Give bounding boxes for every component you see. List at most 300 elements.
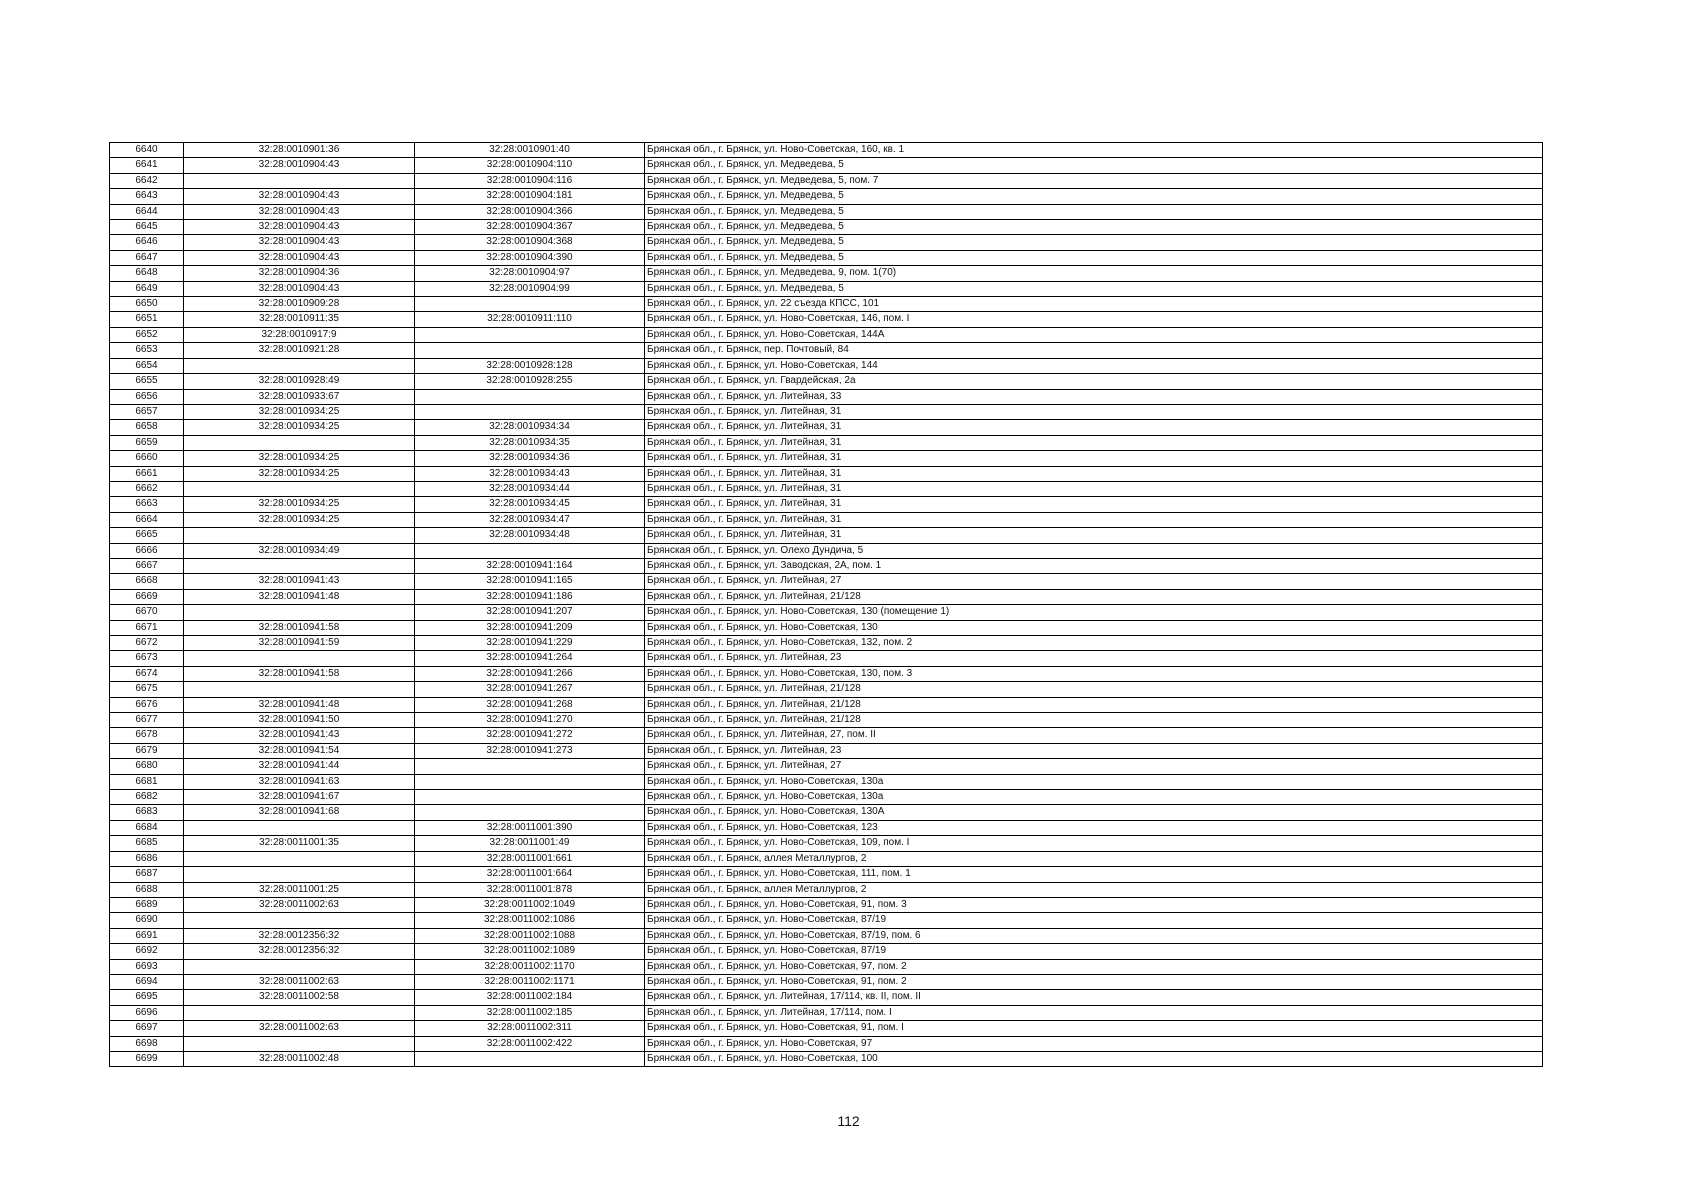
land-cadastral-number-cell: 32:28:0010904:36 (184, 266, 415, 281)
table-row (110, 990, 1543, 1005)
row-number-cell: 6644 (110, 204, 184, 219)
row-number-cell: 6676 (110, 697, 184, 712)
land-cadastral-number-cell (184, 605, 415, 620)
address-cell: Брянская обл., г. Брянск, ул. Литейная, 31 (645, 404, 1543, 419)
address-cell: Брянская обл., г. Брянск, ул. Литейная, 31 (645, 528, 1543, 543)
table-row (110, 1051, 1543, 1066)
land-cadastral-number-cell (184, 1036, 415, 1051)
land-cadastral-number-cell (184, 435, 415, 450)
address-cell: Брянская обл., г. Брянск, ул. Ново-Советская, 97 (645, 1036, 1543, 1051)
address-cell: Брянская обл., г. Брянск, ул. Ново-Советская, 87/19 (645, 913, 1543, 928)
object-cadastral-number-cell: 32:28:0010941:268 (415, 697, 645, 712)
object-cadastral-number-cell: 32:28:0011001:390 (415, 820, 645, 835)
address-cell: Брянская обл., г. Брянск, ул. Литейная, 21/128 (645, 697, 1543, 712)
land-cadastral-number-cell: 32:28:0010904:43 (184, 189, 415, 204)
land-cadastral-number-cell: 32:28:0010941:48 (184, 697, 415, 712)
table-row (110, 266, 1543, 281)
land-cadastral-number-cell: 32:28:0010941:59 (184, 636, 415, 651)
row-number-cell: 6679 (110, 743, 184, 758)
object-cadastral-number-cell: 32:28:0010934:35 (415, 435, 645, 450)
address-cell: Брянская обл., г. Брянск, ул. Литейная, 17/114, пом. I (645, 1005, 1543, 1020)
row-number-cell: 6658 (110, 420, 184, 435)
object-cadastral-number-cell: 32:28:0010941:264 (415, 651, 645, 666)
object-cadastral-number-cell: 32:28:0010904:367 (415, 220, 645, 235)
object-cadastral-number-cell: 32:28:0010934:48 (415, 528, 645, 543)
land-cadastral-number-cell (184, 682, 415, 697)
table-row (110, 466, 1543, 481)
land-cadastral-number-cell: 32:28:0010934:49 (184, 543, 415, 558)
land-cadastral-number-cell (184, 820, 415, 835)
object-cadastral-number-cell: 32:28:0011001:661 (415, 851, 645, 866)
address-cell: Брянская обл., г. Брянск, ул. Ново-Советская, 144А (645, 327, 1543, 342)
row-number-cell: 6681 (110, 774, 184, 789)
address-cell: Брянская обл., г. Брянск, ул. 22 съезда КПСС, 101 (645, 297, 1543, 312)
object-cadastral-number-cell: 32:28:0010904:116 (415, 173, 645, 188)
object-cadastral-number-cell: 32:28:0010934:47 (415, 512, 645, 527)
row-number-cell: 6642 (110, 173, 184, 188)
table-row (110, 497, 1543, 512)
object-cadastral-number-cell: 32:28:0011001:664 (415, 867, 645, 882)
land-cadastral-number-cell: 32:28:0010933:67 (184, 389, 415, 404)
page-number: 112 (837, 1113, 860, 1129)
object-cadastral-number-cell: 32:28:0010904:110 (415, 158, 645, 173)
row-number-cell: 6678 (110, 728, 184, 743)
land-cadastral-number-cell: 32:28:0010941:54 (184, 743, 415, 758)
object-cadastral-number-cell: 32:28:0010934:45 (415, 497, 645, 512)
object-cadastral-number-cell: 32:28:0010941:209 (415, 620, 645, 635)
table-row (110, 666, 1543, 681)
address-cell: Брянская обл., г. Брянск, ул. Ново-Советская, 87/19, пом. 6 (645, 928, 1543, 943)
address-cell: Брянская обл., г. Брянск, ул. Ново-Советская, 91, пом. 3 (645, 897, 1543, 912)
land-cadastral-number-cell: 32:28:0012356:32 (184, 928, 415, 943)
table-body (110, 143, 1543, 1067)
address-cell: Брянская обл., г. Брянск, ул. Литейная, 31 (645, 451, 1543, 466)
address-cell: Брянская обл., г. Брянск, ул. Литейная, 21/128 (645, 682, 1543, 697)
land-cadastral-number-cell (184, 528, 415, 543)
row-number-cell: 6682 (110, 790, 184, 805)
row-number-cell: 6668 (110, 574, 184, 589)
address-cell: Брянская обл., г. Брянск, ул. Ново-Советская, 100 (645, 1051, 1543, 1066)
object-cadastral-number-cell: 32:28:0010941:273 (415, 743, 645, 758)
land-cadastral-number-cell: 32:28:0010941:43 (184, 728, 415, 743)
row-number-cell: 6650 (110, 297, 184, 312)
table-row (110, 589, 1543, 604)
address-cell: Брянская обл., г. Брянск, ул. Литейная, 17/114, кв. II, пом. II (645, 990, 1543, 1005)
table-row (110, 1021, 1543, 1036)
table-row (110, 897, 1543, 912)
object-cadastral-number-cell: 32:28:0010941:186 (415, 589, 645, 604)
row-number-cell: 6669 (110, 589, 184, 604)
land-cadastral-number-cell (184, 358, 415, 373)
address-cell: Брянская обл., г. Брянск, ул. Ново-Советская, 130 (645, 620, 1543, 635)
land-cadastral-number-cell (184, 959, 415, 974)
table-row (110, 574, 1543, 589)
row-number-cell: 6664 (110, 512, 184, 527)
address-cell: Брянская обл., г. Брянск, ул. Ново-Советская, 123 (645, 820, 1543, 835)
table-row (110, 1005, 1543, 1020)
table-row (110, 343, 1543, 358)
address-cell: Брянская обл., г. Брянск, ул. Ново-Советская, 91, пом. I (645, 1021, 1543, 1036)
table-row (110, 867, 1543, 882)
table-row (110, 728, 1543, 743)
address-cell: Брянская обл., г. Брянск, ул. Медведева, 5 (645, 250, 1543, 265)
table-row (110, 435, 1543, 450)
object-cadastral-number-cell: 32:28:0010904:390 (415, 250, 645, 265)
table-row (110, 836, 1543, 851)
row-number-cell: 6690 (110, 913, 184, 928)
object-cadastral-number-cell: 32:28:0010934:44 (415, 481, 645, 496)
land-cadastral-number-cell: 32:28:0011002:58 (184, 990, 415, 1005)
land-cadastral-number-cell (184, 913, 415, 928)
address-cell: Брянская обл., г. Брянск, ул. Литейная, 31 (645, 420, 1543, 435)
row-number-cell: 6665 (110, 528, 184, 543)
row-number-cell: 6692 (110, 944, 184, 959)
object-cadastral-number-cell: 32:28:0011002:311 (415, 1021, 645, 1036)
table-row (110, 713, 1543, 728)
object-cadastral-number-cell: 32:28:0011002:422 (415, 1036, 645, 1051)
address-cell: Брянская обл., г. Брянск, ул. Медведева, 5 (645, 189, 1543, 204)
land-cadastral-number-cell: 32:28:0010921:28 (184, 343, 415, 358)
address-cell: Брянская обл., г. Брянск, аллея Металлургов, 2 (645, 882, 1543, 897)
land-cadastral-number-cell: 32:28:0010941:68 (184, 805, 415, 820)
land-cadastral-number-cell (184, 1005, 415, 1020)
table-row (110, 851, 1543, 866)
table-row (110, 620, 1543, 635)
table-row (110, 820, 1543, 835)
table-row (110, 959, 1543, 974)
land-cadastral-number-cell: 32:28:0010934:25 (184, 404, 415, 419)
land-cadastral-number-cell: 32:28:0010934:25 (184, 451, 415, 466)
table-row (110, 420, 1543, 435)
row-number-cell: 6697 (110, 1021, 184, 1036)
table-row (110, 235, 1543, 250)
table-row (110, 281, 1543, 296)
land-cadastral-number-cell: 32:28:0010941:48 (184, 589, 415, 604)
address-cell: Брянская обл., г. Брянск, ул. Олехо Дундича, 5 (645, 543, 1543, 558)
row-number-cell: 6657 (110, 404, 184, 419)
object-cadastral-number-cell: 32:28:0010904:366 (415, 204, 645, 219)
address-cell: Брянская обл., г. Брянск, ул. Литейная, 23 (645, 651, 1543, 666)
object-cadastral-number-cell: 32:28:0010904:181 (415, 189, 645, 204)
table-row (110, 297, 1543, 312)
address-cell: Брянская обл., г. Брянск, ул. Литейная, 23 (645, 743, 1543, 758)
land-cadastral-number-cell (184, 867, 415, 882)
row-number-cell: 6686 (110, 851, 184, 866)
land-cadastral-number-cell: 32:28:0011001:35 (184, 836, 415, 851)
table-row (110, 636, 1543, 651)
row-number-cell: 6675 (110, 682, 184, 697)
row-number-cell: 6640 (110, 143, 184, 158)
address-cell: Брянская обл., г. Брянск, ул. Ново-Советская, 97, пом. 2 (645, 959, 1543, 974)
row-number-cell: 6641 (110, 158, 184, 173)
object-cadastral-number-cell: 32:28:0011002:185 (415, 1005, 645, 1020)
table-row (110, 512, 1543, 527)
address-cell: Брянская обл., г. Брянск, ул. Литейная, 31 (645, 497, 1543, 512)
cadastral-table (109, 142, 1543, 1067)
object-cadastral-number-cell: 32:28:0010941:165 (415, 574, 645, 589)
row-number-cell: 6680 (110, 759, 184, 774)
row-number-cell: 6662 (110, 481, 184, 496)
row-number-cell: 6685 (110, 836, 184, 851)
object-cadastral-number-cell: 32:28:0010934:34 (415, 420, 645, 435)
row-number-cell: 6674 (110, 666, 184, 681)
address-cell: Брянская обл., г. Брянск, ул. Медведева, 5 (645, 204, 1543, 219)
land-cadastral-number-cell: 32:28:0010928:49 (184, 374, 415, 389)
object-cadastral-number-cell: 32:28:0011002:184 (415, 990, 645, 1005)
land-cadastral-number-cell: 32:28:0011002:63 (184, 1021, 415, 1036)
object-cadastral-number-cell: 32:28:0010928:128 (415, 358, 645, 373)
land-cadastral-number-cell: 32:28:0010909:28 (184, 297, 415, 312)
object-cadastral-number-cell: 32:28:0010941:164 (415, 558, 645, 573)
address-cell: Брянская обл., г. Брянск, ул. Литейная, 33 (645, 389, 1543, 404)
address-cell: Брянская обл., г. Брянск, ул. Медведева, 5 (645, 281, 1543, 296)
row-number-cell: 6646 (110, 235, 184, 250)
object-cadastral-number-cell: 32:28:0010941:207 (415, 605, 645, 620)
row-number-cell: 6655 (110, 374, 184, 389)
address-cell: Брянская обл., г. Брянск, ул. Литейная, 21/128 (645, 589, 1543, 604)
object-cadastral-number-cell: 32:28:0011002:1086 (415, 913, 645, 928)
table-row (110, 774, 1543, 789)
object-cadastral-number-cell: 32:28:0011002:1089 (415, 944, 645, 959)
address-cell: Брянская обл., г. Брянск, ул. Ново-Советская, 130а (645, 774, 1543, 789)
land-cadastral-number-cell: 32:28:0010904:43 (184, 281, 415, 296)
address-cell: Брянская обл., г. Брянск, ул. Ново-Советская, 144 (645, 358, 1543, 373)
land-cadastral-number-cell: 32:28:0012356:32 (184, 944, 415, 959)
row-number-cell: 6672 (110, 636, 184, 651)
table-row (110, 451, 1543, 466)
table-row (110, 558, 1543, 573)
table-row (110, 173, 1543, 188)
row-number-cell: 6671 (110, 620, 184, 635)
object-cadastral-number-cell: 32:28:0010911:110 (415, 312, 645, 327)
address-cell: Брянская обл., г. Брянск, ул. Ново-Советская, 146, пом. I (645, 312, 1543, 327)
object-cadastral-number-cell: 32:28:0010941:270 (415, 713, 645, 728)
row-number-cell: 6693 (110, 959, 184, 974)
land-cadastral-number-cell: 32:28:0010941:58 (184, 666, 415, 681)
table-row (110, 882, 1543, 897)
table-row (110, 204, 1543, 219)
address-cell: Брянская обл., г. Брянск, ул. Ново-Советская, 91, пом. 2 (645, 974, 1543, 989)
object-cadastral-number-cell (415, 297, 645, 312)
object-cadastral-number-cell: 32:28:0011002:1049 (415, 897, 645, 912)
table-row (110, 358, 1543, 373)
row-number-cell: 6656 (110, 389, 184, 404)
object-cadastral-number-cell: 32:28:0010934:43 (415, 466, 645, 481)
land-cadastral-number-cell: 32:28:0010941:50 (184, 713, 415, 728)
object-cadastral-number-cell (415, 389, 645, 404)
object-cadastral-number-cell: 32:28:0010941:229 (415, 636, 645, 651)
object-cadastral-number-cell: 32:28:0010941:267 (415, 682, 645, 697)
address-cell: Брянская обл., г. Брянск, ул. Литейная, 27 (645, 574, 1543, 589)
land-cadastral-number-cell: 32:28:0010941:43 (184, 574, 415, 589)
object-cadastral-number-cell (415, 404, 645, 419)
address-cell: Брянская обл., г. Брянск, ул. Ново-Советская, 160, кв. 1 (645, 143, 1543, 158)
address-cell: Брянская обл., г. Брянск, ул. Литейная, 21/128 (645, 713, 1543, 728)
land-cadastral-number-cell: 32:28:0011001:25 (184, 882, 415, 897)
row-number-cell: 6652 (110, 327, 184, 342)
row-number-cell: 6689 (110, 897, 184, 912)
table-row (110, 389, 1543, 404)
table-row (110, 697, 1543, 712)
table-row (110, 481, 1543, 496)
row-number-cell: 6666 (110, 543, 184, 558)
row-number-cell: 6647 (110, 250, 184, 265)
object-cadastral-number-cell (415, 759, 645, 774)
land-cadastral-number-cell: 32:28:0010911:35 (184, 312, 415, 327)
row-number-cell: 6691 (110, 928, 184, 943)
row-number-cell: 6688 (110, 882, 184, 897)
row-number-cell: 6694 (110, 974, 184, 989)
row-number-cell: 6648 (110, 266, 184, 281)
object-cadastral-number-cell: 32:28:0010901:40 (415, 143, 645, 158)
address-cell: Брянская обл., г. Брянск, ул. Ново-Советская, 132, пом. 2 (645, 636, 1543, 651)
land-cadastral-number-cell: 32:28:0010934:25 (184, 420, 415, 435)
object-cadastral-number-cell: 32:28:0010941:272 (415, 728, 645, 743)
row-number-cell: 6687 (110, 867, 184, 882)
address-cell: Брянская обл., г. Брянск, ул. Медведева, 5 (645, 235, 1543, 250)
object-cadastral-number-cell (415, 774, 645, 789)
land-cadastral-number-cell: 32:28:0010917:9 (184, 327, 415, 342)
address-cell: Брянская обл., г. Брянск, ул. Медведева, 9, пом. 1(70) (645, 266, 1543, 281)
row-number-cell: 6695 (110, 990, 184, 1005)
row-number-cell: 6649 (110, 281, 184, 296)
table-row (110, 312, 1543, 327)
row-number-cell: 6653 (110, 343, 184, 358)
object-cadastral-number-cell: 32:28:0010904:368 (415, 235, 645, 250)
land-cadastral-number-cell (184, 173, 415, 188)
row-number-cell: 6643 (110, 189, 184, 204)
land-cadastral-number-cell: 32:28:0010934:25 (184, 466, 415, 481)
address-cell: Брянская обл., г. Брянск, ул. Ново-Советская, 87/19 (645, 944, 1543, 959)
table-row (110, 143, 1543, 158)
row-number-cell: 6673 (110, 651, 184, 666)
table-row (110, 651, 1543, 666)
land-cadastral-number-cell: 32:28:0010904:43 (184, 250, 415, 265)
row-number-cell: 6660 (110, 451, 184, 466)
object-cadastral-number-cell: 32:28:0010941:266 (415, 666, 645, 681)
object-cadastral-number-cell: 32:28:0010904:99 (415, 281, 645, 296)
row-number-cell: 6698 (110, 1036, 184, 1051)
row-number-cell: 6654 (110, 358, 184, 373)
land-cadastral-number-cell: 32:28:0010901:36 (184, 143, 415, 158)
land-cadastral-number-cell: 32:28:0010904:43 (184, 220, 415, 235)
row-number-cell: 6699 (110, 1051, 184, 1066)
land-cadastral-number-cell: 32:28:0010934:25 (184, 512, 415, 527)
row-number-cell: 6683 (110, 805, 184, 820)
object-cadastral-number-cell: 32:28:0011001:49 (415, 836, 645, 851)
address-cell: Брянская обл., г. Брянск, ул. Литейная, 27 (645, 759, 1543, 774)
row-number-cell: 6696 (110, 1005, 184, 1020)
row-number-cell: 6645 (110, 220, 184, 235)
row-number-cell: 6661 (110, 466, 184, 481)
address-cell: Брянская обл., г. Брянск, ул. Ново-Советская, 130а (645, 790, 1543, 805)
table-row (110, 189, 1543, 204)
object-cadastral-number-cell: 32:28:0011001:878 (415, 882, 645, 897)
row-number-cell: 6667 (110, 558, 184, 573)
table-row (110, 928, 1543, 943)
land-cadastral-number-cell (184, 481, 415, 496)
object-cadastral-number-cell (415, 805, 645, 820)
land-cadastral-number-cell: 32:28:0010941:63 (184, 774, 415, 789)
land-cadastral-number-cell (184, 651, 415, 666)
object-cadastral-number-cell: 32:28:0010934:36 (415, 451, 645, 466)
object-cadastral-number-cell (415, 790, 645, 805)
row-number-cell: 6684 (110, 820, 184, 835)
row-number-cell: 6670 (110, 605, 184, 620)
address-cell: Брянская обл., г. Брянск, ул. Литейная, 31 (645, 435, 1543, 450)
object-cadastral-number-cell (415, 543, 645, 558)
land-cadastral-number-cell (184, 851, 415, 866)
address-cell: Брянская обл., г. Брянск, ул. Литейная, 31 (645, 481, 1543, 496)
table-row (110, 158, 1543, 173)
address-cell: Брянская обл., г. Брянск, ул. Ново-Советская, 130, пом. 3 (645, 666, 1543, 681)
table-row (110, 805, 1543, 820)
address-cell: Брянская обл., г. Брянск, ул. Медведева, 5 (645, 158, 1543, 173)
land-cadastral-number-cell: 32:28:0011002:63 (184, 974, 415, 989)
table-row (110, 327, 1543, 342)
land-cadastral-number-cell: 32:28:0010904:43 (184, 158, 415, 173)
table-row (110, 543, 1543, 558)
address-cell: Брянская обл., г. Брянск, ул. Медведева, 5 (645, 220, 1543, 235)
land-cadastral-number-cell: 32:28:0010904:43 (184, 204, 415, 219)
table-row (110, 1036, 1543, 1051)
table-row (110, 528, 1543, 543)
table-row (110, 250, 1543, 265)
table-row (110, 913, 1543, 928)
object-cadastral-number-cell (415, 1051, 645, 1066)
land-cadastral-number-cell: 32:28:0011002:63 (184, 897, 415, 912)
table-row (110, 743, 1543, 758)
land-cadastral-number-cell: 32:28:0010934:25 (184, 497, 415, 512)
address-cell: Брянская обл., г. Брянск, ул. Заводская, 2А, пом. 1 (645, 558, 1543, 573)
object-cadastral-number-cell: 32:28:0011002:1171 (415, 974, 645, 989)
address-cell: Брянская обл., г. Брянск, ул. Медведева, 5, пом. 7 (645, 173, 1543, 188)
table-row (110, 404, 1543, 419)
table-row (110, 790, 1543, 805)
object-cadastral-number-cell: 32:28:0011002:1088 (415, 928, 645, 943)
object-cadastral-number-cell: 32:28:0010928:255 (415, 374, 645, 389)
address-cell: Брянская обл., г. Брянск, аллея Металлургов, 2 (645, 851, 1543, 866)
land-cadastral-number-cell: 32:28:0010904:43 (184, 235, 415, 250)
address-cell: Брянская обл., г. Брянск, ул. Гвардейская, 2а (645, 374, 1543, 389)
table-row (110, 759, 1543, 774)
row-number-cell: 6663 (110, 497, 184, 512)
address-cell: Брянская обл., г. Брянск, ул. Литейная, 31 (645, 512, 1543, 527)
land-cadastral-number-cell: 32:28:0010941:58 (184, 620, 415, 635)
address-cell: Брянская обл., г. Брянск, ул. Ново-Советская, 111, пом. 1 (645, 867, 1543, 882)
object-cadastral-number-cell: 32:28:0010904:97 (415, 266, 645, 281)
land-cadastral-number-cell (184, 558, 415, 573)
address-cell: Брянская обл., г. Брянск, ул. Ново-Советская, 130А (645, 805, 1543, 820)
address-cell: Брянская обл., г. Брянск, ул. Литейная, 27, пом. II (645, 728, 1543, 743)
row-number-cell: 6659 (110, 435, 184, 450)
row-number-cell: 6651 (110, 312, 184, 327)
object-cadastral-number-cell (415, 327, 645, 342)
land-cadastral-number-cell: 32:28:0011002:48 (184, 1051, 415, 1066)
table-row (110, 220, 1543, 235)
land-cadastral-number-cell: 32:28:0010941:44 (184, 759, 415, 774)
address-cell: Брянская обл., г. Брянск, ул. Литейная, 31 (645, 466, 1543, 481)
object-cadastral-number-cell (415, 343, 645, 358)
land-cadastral-number-cell: 32:28:0010941:67 (184, 790, 415, 805)
table-row (110, 374, 1543, 389)
table-row (110, 682, 1543, 697)
address-cell: Брянская обл., г. Брянск, пер. Почтовый, 84 (645, 343, 1543, 358)
table-row (110, 605, 1543, 620)
address-cell: Брянская обл., г. Брянск, ул. Ново-Советская, 130 (помещение 1) (645, 605, 1543, 620)
table-row (110, 944, 1543, 959)
object-cadastral-number-cell: 32:28:0011002:1170 (415, 959, 645, 974)
